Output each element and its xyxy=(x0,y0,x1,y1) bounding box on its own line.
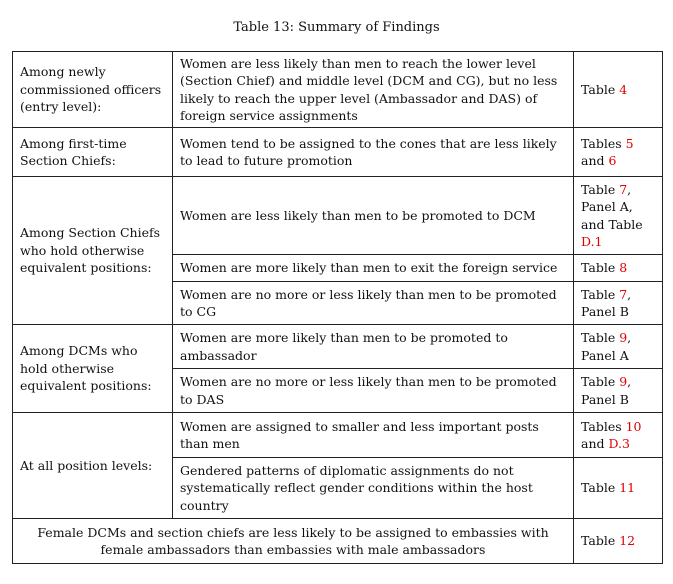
group-cell: Among Section Chiefs who hold otherwise equivalent positions: xyxy=(13,177,173,325)
ref-text: Table xyxy=(581,374,620,389)
ref-text: Table xyxy=(581,480,620,496)
ref-text: Tables xyxy=(581,418,626,434)
reference-cell xyxy=(574,413,663,458)
table-link[interactable]: D.3 xyxy=(608,436,630,451)
finding-cell: Women are assigned to smaller and less important posts than men xyxy=(173,413,574,458)
reference-cell xyxy=(574,128,663,177)
table-row xyxy=(13,519,663,564)
table-row xyxy=(13,52,663,128)
table-link[interactable]: 7 xyxy=(619,286,628,302)
ref-text: and xyxy=(581,153,609,168)
ref-text: Table xyxy=(581,81,620,97)
table-link[interactable]: 9 xyxy=(619,330,628,345)
table-row xyxy=(13,128,663,177)
finding-cell: Women are no more or less likely than men to be promoted to DAS xyxy=(173,369,574,413)
table-link[interactable]: 8 xyxy=(619,260,628,276)
finding-cell: Women are no more or less likely than men to be promoted to CG xyxy=(173,282,574,325)
table-caption: Table 13: Summary of Findings xyxy=(233,20,440,35)
ref-text: Table xyxy=(581,181,620,197)
finding-cell-wide: Female DCMs and section chiefs are less likely to be assigned to embassies with female ambassadors than embassies with male ambassadors xyxy=(13,519,574,564)
ref-text: Table xyxy=(581,533,620,549)
reference-cell xyxy=(574,52,663,128)
reference-cell xyxy=(574,282,663,325)
group-cell: Among DCMs who hold otherwise equivalent positions: xyxy=(13,325,173,413)
ref-text: , Panel B xyxy=(581,286,632,319)
reference-cell xyxy=(574,255,663,282)
finding-cell: Women are more likely than men to be promoted to ambassador xyxy=(173,325,574,369)
finding-cell: Gendered patterns of diplomatic assignments do not systematically reflect gender conditions within the host country xyxy=(173,458,574,519)
reference-cell xyxy=(574,325,663,369)
ref-text: Table xyxy=(581,330,620,345)
ref-text: , Panel B xyxy=(581,374,632,407)
ref-text: Table xyxy=(581,260,620,276)
group-cell: Among first-time Section Chiefs: xyxy=(13,128,173,177)
table-link[interactable]: 11 xyxy=(619,480,636,496)
table-link[interactable]: 12 xyxy=(619,533,636,549)
finding-cell: Women tend to be assigned to the cones that are less likely to lead to future promotion xyxy=(173,128,574,177)
table-link[interactable]: 7 xyxy=(619,181,628,197)
reference-cell xyxy=(574,519,663,564)
table-link[interactable]: 10 xyxy=(625,418,642,434)
group-cell: Among newly commissioned officers (entry level): xyxy=(13,52,173,128)
table-link[interactable]: D.1 xyxy=(581,234,603,249)
summary-table xyxy=(12,51,663,564)
finding-cell: Women are less likely than men to reach the lower level (Section Chief) and middle level (DCM and CG), but no less likely to reach the upper level (Ambassador and DAS) of foreign service assignments xyxy=(173,52,574,128)
reference-cell xyxy=(574,369,663,413)
finding-cell: Women are less likely than men to be promoted to DCM xyxy=(173,177,574,255)
table-link[interactable]: 6 xyxy=(608,153,617,168)
group-cell: At all position levels: xyxy=(13,413,173,519)
ref-text: Table xyxy=(581,286,620,302)
reference-cell xyxy=(574,458,663,519)
table-row xyxy=(13,325,663,369)
ref-text: and xyxy=(581,436,609,451)
reference-cell xyxy=(574,177,663,255)
table-link[interactable]: 5 xyxy=(625,135,634,151)
ref-text: , Panel A, and Table xyxy=(581,181,643,232)
finding-cell: Women are more likely than men to exit the foreign service xyxy=(173,255,574,282)
table-link[interactable]: 4 xyxy=(619,81,628,97)
ref-text: , Panel A xyxy=(581,330,632,363)
table-row xyxy=(13,177,663,255)
ref-text: Tables xyxy=(581,135,626,151)
table-link[interactable]: 9 xyxy=(619,374,628,389)
table-row xyxy=(13,413,663,458)
